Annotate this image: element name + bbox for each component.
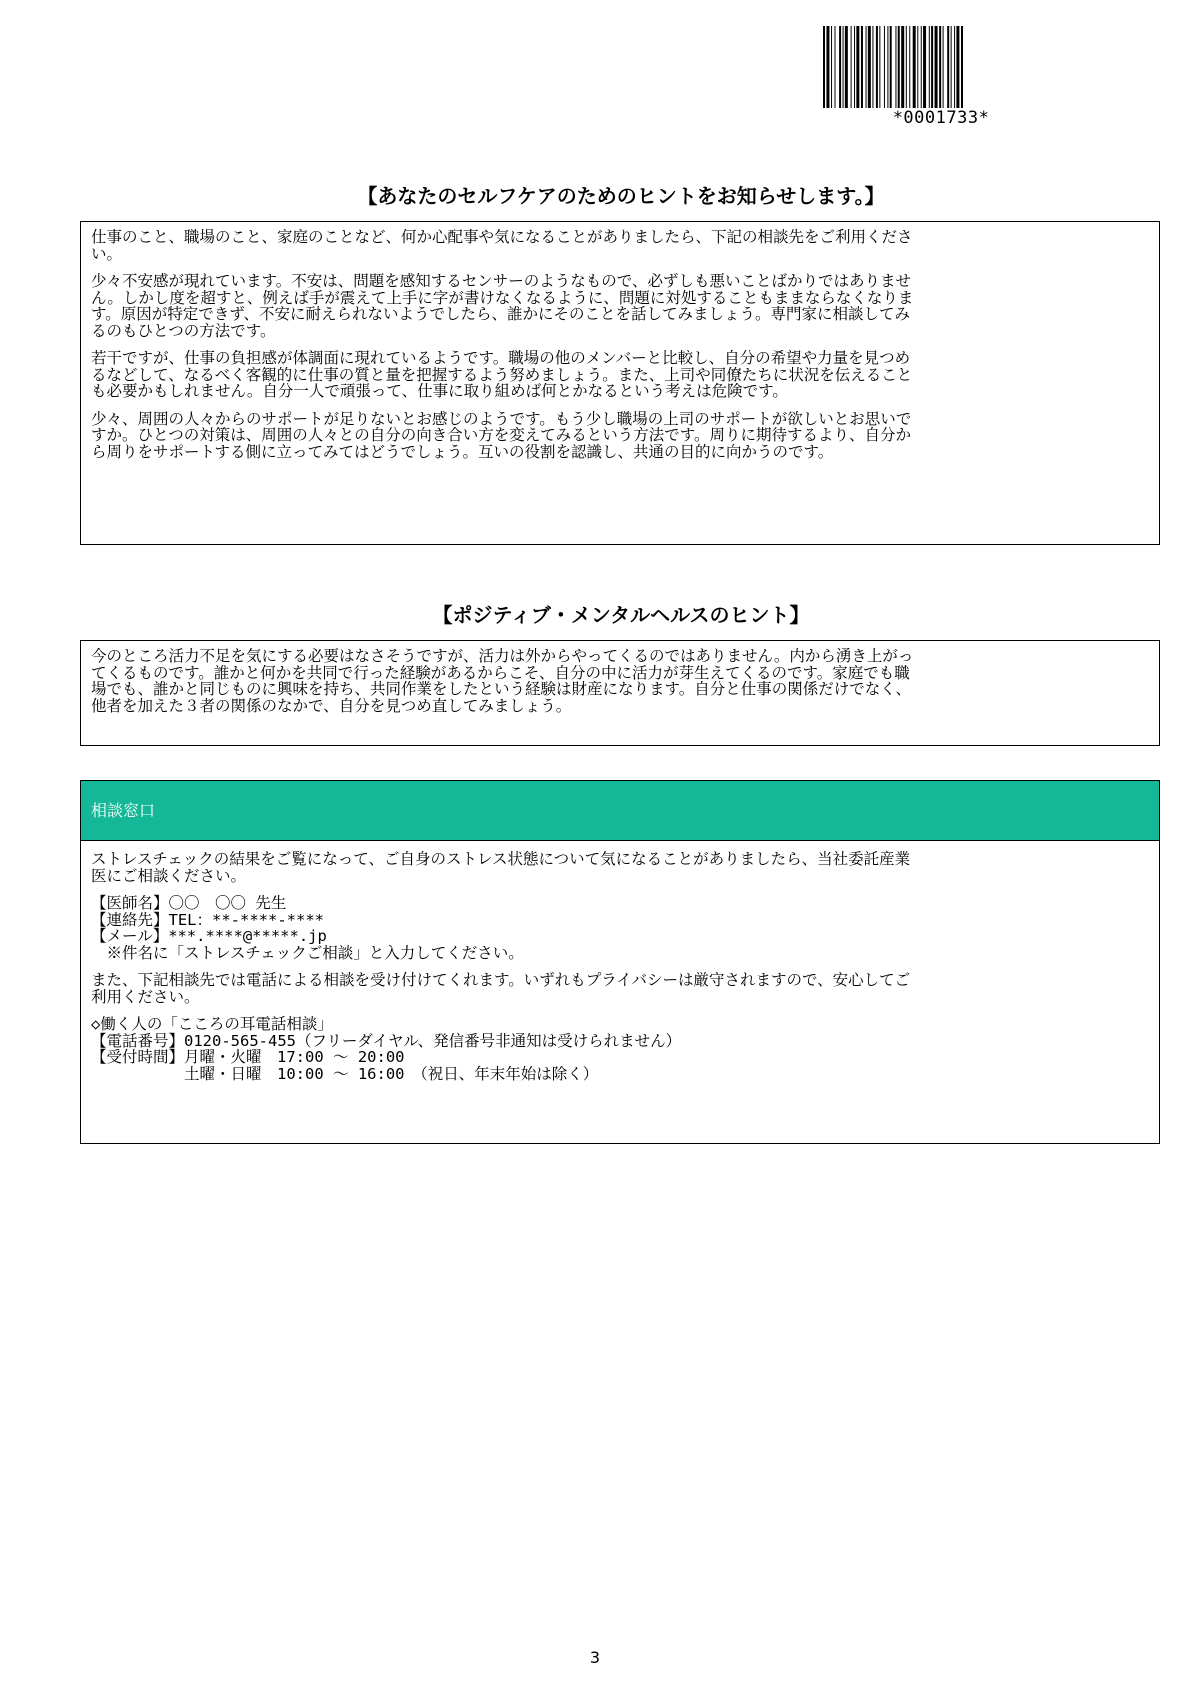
barcode-bar xyxy=(935,26,938,108)
barcode-bar xyxy=(835,26,836,108)
barcode-bar xyxy=(947,26,949,108)
doctor-info xyxy=(91,895,1149,961)
consult-header: 相談窓口 xyxy=(81,781,1159,841)
barcode-bar xyxy=(951,26,952,108)
barcode-bar xyxy=(823,26,825,108)
barcode-bar xyxy=(866,26,867,108)
selfcare-box xyxy=(80,221,1160,545)
contact-tel: 【連絡先】TEL：**-****-**** xyxy=(91,910,324,929)
barcode-image xyxy=(823,26,1059,108)
barcode-bar xyxy=(956,26,959,108)
mail-note: ※件名に「ストレスチェックご相談」と入力してください。 xyxy=(91,943,524,962)
barcode-bar xyxy=(845,26,848,108)
positive-paragraph: 今のところ活力不足を気にする必要はなさそうですが、活力は外からやってくるのではありません。内から湧き上がっ てくるものです。誰かと何かを共同で行った経験があるからこそ、自分の中に活力が芽生えてくるのです。家庭でも職 場でも、誰かと同じものに興味を持ち、共同作業をしたという経験は財産になります。自分と仕事の関係だけでなく、 他者を加えた３者の関係のなかで、自分を見つめ直してみましょう。 xyxy=(91,647,914,715)
positive-box xyxy=(80,640,1160,746)
selfcare-paragraph: 少々不安感が現れています。不安は、問題を感知するセンサーのようなもので、必ずしも悪いことばかりではありませ ん。しかし度を超すと、例えば手が震えて上手に字が書けなくなるように、問題に対処することもままならなくなりま す。原因が特定できず、不安に耐えられないようでしたら、誰かにそのことを話してみましょう。専門家に相談してみ るのもひとつの方法です。 xyxy=(91,272,914,340)
barcode-bar xyxy=(961,26,963,108)
consult-intro: ストレスチェックの結果をご覧になって、ご自身のストレス状態について気になることがありましたら、当社委託産業 医にご相談ください。 xyxy=(91,850,911,885)
barcode-bar xyxy=(890,26,892,108)
doctor-name: 【医師名】〇〇 〇〇 先生 xyxy=(91,894,287,912)
selfcare-paragraph: 仕事のこと、職場のこと、家庭のことなど、何か心配事や気になることがありましたら、下記の相談先をご利用くださ い。 xyxy=(91,228,913,263)
selfcare-paragraph: 少々、周囲の人々からのサポートが足りないとお感じのようです。もう少し職場の上司のサポートが欲しいとお思いで すか。ひとつの対策は、周囲の人々との自分の向き合い方を変えてみるという方法です。周りに期待するより、自分か ら周りをサポートする側に立ってみてはどうでしょう。互いの役割を認識し、共通の目的に向かうのです。 xyxy=(91,409,912,461)
service-name: ◇働く人の「こころの耳電話相談」 xyxy=(91,1015,333,1033)
consult-body xyxy=(81,841,1159,1082)
phone-service xyxy=(91,1016,1149,1082)
barcode-bar xyxy=(826,26,829,108)
barcode-bar xyxy=(884,26,885,108)
barcode-bar xyxy=(923,26,926,108)
selfcare-paragraph: 若干ですが、仕事の負担感が体調面に現れているようです。職場の他のメンバーと比較し、自分の希望や力量を見つめ るなどして、なるべく客観的に仕事の質と量を把握するよう努めましょう。また、上司や同僚たちに状況を伝えること も必要かもしれません。自分一人で頑張って、仕事に取り組めば何とかなるという考えは危険です。 xyxy=(91,349,913,400)
barcode-bar xyxy=(851,26,852,108)
barcode-bar xyxy=(901,26,904,108)
barcode-bar xyxy=(843,26,844,108)
barcode-bar xyxy=(861,26,863,108)
barcode-bar xyxy=(887,26,888,108)
barcode-bar xyxy=(895,26,896,108)
barcode-bar xyxy=(921,26,922,108)
barcode-bar xyxy=(856,26,859,108)
selfcare-title: 【あなたのセルフケアのためのヒントをお知らせします。】 xyxy=(357,184,885,208)
barcode-bar xyxy=(839,26,841,108)
barcode-bar xyxy=(929,26,930,108)
page-number: 3 xyxy=(589,1648,601,1667)
barcode-bar xyxy=(931,26,933,108)
barcode-bar xyxy=(943,26,944,108)
hours-weekend: 土曜・日曜 10:00 ～ 16:00 （祝日、年末年始は除く） xyxy=(91,1064,599,1083)
barcode-bar xyxy=(879,26,880,108)
positive-title: 【ポジティブ・メンタルヘルスのヒント】 xyxy=(432,603,810,627)
barcode-bar xyxy=(913,26,916,108)
barcode-bar xyxy=(868,26,871,108)
barcode xyxy=(823,26,1059,128)
barcode-bar xyxy=(909,26,910,108)
contact-mail: 【メール】***.****@*****.jp xyxy=(91,927,327,945)
barcode-bar xyxy=(917,26,918,108)
consult-box xyxy=(80,780,1160,1144)
barcode-bar xyxy=(898,26,900,108)
barcode-bar xyxy=(876,26,878,108)
barcode-bar xyxy=(831,26,832,108)
barcode-text: *0001733* xyxy=(892,108,990,128)
barcode-bar xyxy=(954,26,955,108)
barcode-bar xyxy=(872,26,873,108)
barcode-bar xyxy=(906,26,907,108)
phone-intro: また、下記相談先では電話による相談を受け付けてくれます。いずれもプライバシーは厳守されますので、安心してご 利用ください。 xyxy=(91,971,911,1006)
barcode-bar xyxy=(939,26,941,108)
hours-weekday: 【受付時間】月曜・火曜 17:00 ～ 20:00 xyxy=(91,1048,405,1066)
barcode-bar xyxy=(854,26,855,108)
phone-number: 【電話番号】0120-565-455（フリーダイヤル、発信番号非通知は受けられません） xyxy=(91,1031,682,1050)
